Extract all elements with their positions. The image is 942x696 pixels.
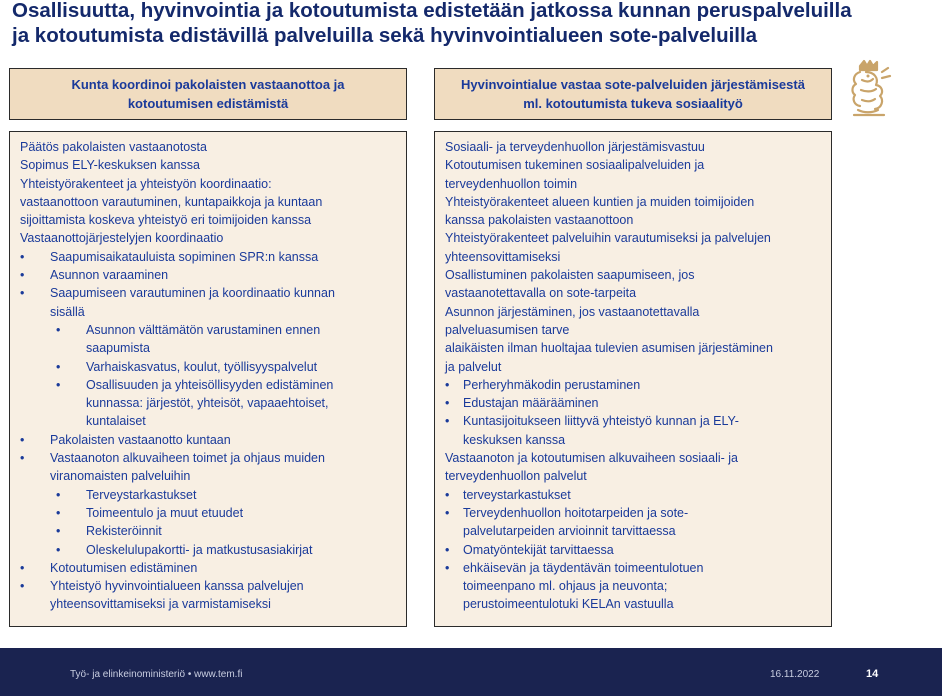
wellbeing-area-header-line-1: Hyvinvointialue vastaa sote-palveluiden järjestämisestä — [461, 77, 805, 92]
list-item — [445, 504, 821, 541]
list-item-text: • Asunnon välttämätön varustaminen ennen — [86, 322, 321, 337]
list-item — [20, 486, 396, 504]
list-item-text: perustoimeentulotuki KELAn vastuulla — [463, 597, 674, 612]
list-item — [445, 559, 821, 614]
list-item-text: yhteensovittamiseksi ja varmistamiseksi — [50, 597, 271, 612]
list-item-text: • Omatyöntekijät tarvittaessa — [463, 542, 614, 557]
list-item-text: keskuksen kanssa — [463, 432, 566, 447]
list-item-text: • Osallisuuden ja yhteisöllisyyden edistäminen — [86, 377, 334, 392]
list-item-text: • Oleskelulupakortti- ja matkustusasiakirjat — [86, 542, 313, 557]
finnish-lion-crest-icon — [846, 58, 892, 120]
list-item — [20, 431, 396, 449]
list-item-text: • Perheryhmäkodin perustaminen — [463, 377, 641, 392]
list-item — [20, 321, 396, 358]
list-item — [20, 449, 396, 486]
list-item-text: viranomaisten palveluihin — [50, 469, 191, 484]
list-item — [20, 504, 396, 522]
list-item-text: • Yhteistyö hyvinvointialueen kanssa palvelujen — [50, 579, 304, 594]
wellbeing-area-header-box — [434, 68, 832, 120]
municipality-tasks-box — [9, 131, 407, 627]
list-item — [20, 522, 396, 540]
list-item-text: • Saapumiseen varautuminen ja koordinaatio kunnan — [50, 286, 335, 301]
page-number: 14 — [866, 668, 879, 680]
list-item-text: • Edustajan määrääminen — [463, 396, 599, 411]
list-item-text: palvelutarpeiden arvioinnit tarvittaessa — [463, 524, 676, 539]
list-item-text: yhteensovittamiseksi — [445, 249, 561, 264]
title-line-1: Osallisuutta, hyvinvointia ja kotoutumista edistetään jatkossa kunnan peruspalveluilla — [12, 0, 852, 22]
list-item-text: • Saapumisaikatauluista sopiminen SPR:n kanssa — [50, 249, 319, 264]
list-item-text: kunnassa: järjestöt, yhteisöt, vapaaehtoiset, — [86, 396, 329, 411]
list-item-text: • Toimeentulo ja muut etuudet — [86, 505, 244, 520]
list-item — [20, 284, 396, 321]
list-item — [20, 559, 396, 577]
list-item-text: Yhteistyörakenteet ja yhteistyön koordinaatio: — [20, 176, 272, 191]
list-item — [20, 577, 396, 614]
list-item — [20, 248, 396, 266]
list-item-text: • Kuntasijoitukseen liittyvä yhteistyö kunnan ja ELY- — [463, 414, 739, 429]
municipality-header-line-2: kotoutumisen edistämistä — [127, 96, 289, 111]
list-item-text: Kotoutumisen tukeminen sosiaalipalveluiden ja — [445, 158, 705, 173]
list-item — [445, 266, 821, 303]
municipality-header-box — [9, 68, 407, 120]
list-item — [445, 229, 821, 266]
list-item-text: Vastaanottojärjestelyjen koordinaatio — [20, 231, 224, 246]
list-item — [20, 193, 396, 211]
list-item-text: • Varhaiskasvatus, koulut, työllisyyspalvelut — [86, 359, 318, 374]
list-item-text: Osallistuminen pakolaisten saapumiseen, jos — [445, 268, 695, 283]
list-item-text: • Rekisteröinnit — [86, 524, 162, 539]
list-item-text: saapumista — [86, 341, 150, 356]
list-item — [445, 486, 821, 504]
list-item-text: • Asunnon varaaminen — [50, 268, 169, 283]
list-item — [20, 229, 396, 247]
list-item-text: • ehkäisevän ja täydentävän toimeentulotuen — [463, 560, 704, 575]
list-item-text: sisällä — [50, 304, 85, 319]
municipality-tasks-list — [20, 138, 396, 614]
list-item — [20, 541, 396, 559]
list-item-text: Vastaanoton ja kotoutumisen alkuvaiheen sosiaali- ja — [445, 451, 739, 466]
list-item-text: terveydenhuollon palvelut — [445, 469, 587, 484]
list-item — [445, 303, 821, 340]
list-item-text: • Terveydenhuollon hoitotarpeiden ja sote- — [463, 505, 689, 520]
list-item-text: terveydenhuollon toimin — [445, 176, 578, 191]
list-item — [20, 376, 396, 431]
footer-date: 16.11.2022 — [770, 669, 820, 680]
list-item-text: vastaanottoon varautuminen, kuntapaikkoja ja kuntaan — [20, 194, 323, 209]
list-item-text: kuntalaiset — [86, 414, 146, 429]
list-item-text: • Vastaanoton alkuvaiheen toimet ja ohjaus muiden — [50, 451, 325, 466]
list-item-text: • terveystarkastukset — [463, 487, 571, 502]
wellbeing-area-tasks-box — [434, 131, 832, 627]
list-item — [445, 156, 821, 193]
list-item-text: Päätös pakolaisten vastaanotosta — [20, 140, 207, 154]
list-item — [445, 449, 821, 486]
list-item — [20, 175, 396, 193]
list-item-text: • Terveystarkastukset — [86, 487, 197, 502]
list-item-text: alaikäisten ilman huoltajaa tulevien asumisen järjestäminen — [445, 341, 773, 356]
list-item — [20, 138, 396, 156]
list-item-text: Yhteistyörakenteet alueen kuntien ja muiden toimijoiden — [445, 194, 755, 209]
list-item — [20, 266, 396, 284]
list-item — [20, 358, 396, 376]
list-item — [445, 394, 821, 412]
list-item-text: • Kotoutumisen edistäminen — [50, 560, 198, 575]
list-item-text: sijoittamista koskeva yhteistyö eri toimijoiden kanssa — [20, 213, 312, 228]
municipality-header-line-1: Kunta koordinoi pakolaisten vastaanottoa ja — [71, 77, 345, 92]
footer-organization: Työ- ja elinkeinoministeriö • www.tem.fi — [70, 669, 243, 680]
list-item-text: Sopimus ELY-keskuksen kanssa — [20, 158, 200, 173]
list-item — [445, 376, 821, 394]
list-item — [20, 211, 396, 229]
list-item — [445, 412, 821, 449]
list-item — [445, 193, 821, 230]
list-item-text: ja palvelut — [445, 359, 502, 374]
list-item-text: kanssa pakolaisten vastaanottoon — [445, 213, 634, 228]
wellbeing-area-header-line-2: ml. kotoutumista tukeva sosiaalityö — [523, 96, 743, 111]
list-item-text: Sosiaali- ja terveydenhuollon järjestämisvastuu — [445, 140, 705, 154]
list-item — [445, 339, 821, 376]
list-item — [20, 156, 396, 174]
list-item-text: vastaanotettavalla on sote-tarpeita — [445, 286, 637, 301]
title-line-2: ja kotoutumista edistävillä palveluilla sekä hyvinvointialueen sote-palveluilla — [12, 24, 758, 47]
list-item — [445, 541, 821, 559]
list-item-text: toimeenpano ml. ohjaus ja neuvonta; — [463, 579, 668, 594]
page-title — [12, 0, 882, 48]
list-item-text: • Pakolaisten vastaanotto kuntaan — [50, 432, 231, 447]
wellbeing-area-tasks-list — [445, 138, 821, 614]
list-item — [445, 138, 821, 156]
list-item-text: Yhteistyörakenteet palveluihin varautumiseksi ja palvelujen — [445, 231, 771, 246]
list-item-text: Asunnon järjestäminen, jos vastaanotettavalla — [445, 304, 700, 319]
list-item-text: palveluasumisen tarve — [445, 322, 570, 337]
